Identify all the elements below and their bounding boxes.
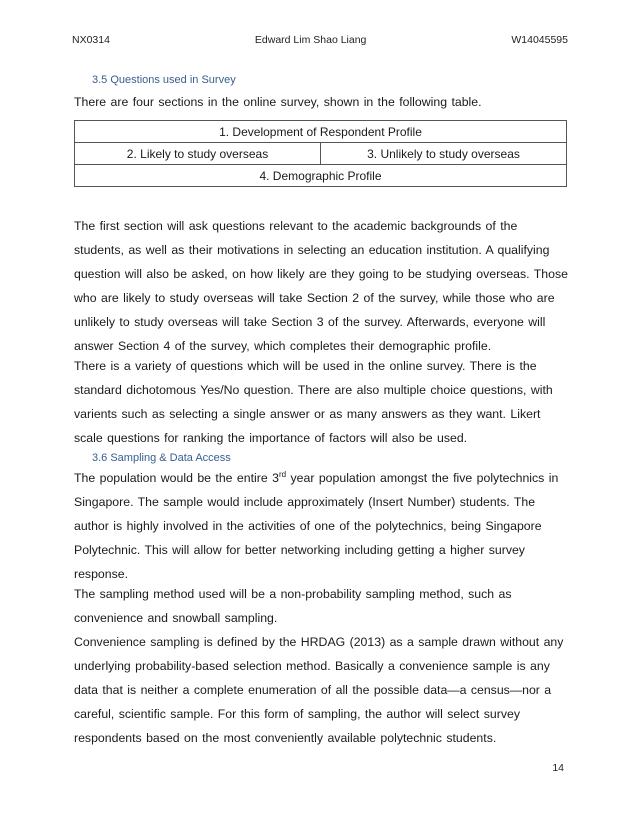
text-line: who are likely to study overseas will take Section 2 of the survey, while those who are	[74, 291, 555, 305]
text-line: Singapore. The sample would include approximately (Insert Number) students. The	[74, 495, 536, 509]
text-line: standard dichotomous Yes/No question. There are also multiple choice questions, with	[74, 383, 553, 397]
header-author: Edward Lim Shao Liang	[254, 34, 367, 46]
text-line: There is a variety of questions which will be used in the online survey. There is the	[74, 359, 537, 373]
text-line: There are four sections in the online survey, shown in the following table.	[74, 95, 482, 109]
text-line: scale questions for ranking the importance of factors will also be used.	[74, 431, 468, 445]
paragraph-population	[74, 466, 574, 586]
section-3-5-intro	[74, 90, 574, 114]
section-3-6-heading: 3.6 Sampling & Data Access	[92, 452, 231, 464]
text-line: question will also be asked, on how likely are they going to be studying overseas. Those	[74, 267, 568, 281]
text-line: answer Section 4 of the survey, which completes their demographic profile.	[74, 339, 492, 353]
page-number: 14	[552, 762, 564, 774]
section-3-5-heading: 3.5 Questions used in Survey	[92, 74, 236, 86]
text-line: author is highly involved in the activities of one of the polytechnics, being Singapore	[74, 519, 542, 533]
table-cell-demographic: 4. Demographic Profile	[75, 165, 567, 187]
paragraph-question-types	[74, 354, 574, 450]
paragraph-sampling-method	[74, 582, 574, 630]
text-line: careful, scientific sample. For this form of sampling, the author will select survey	[74, 707, 520, 721]
text-line: The sampling method used will be a non-probability sampling method, such as	[74, 587, 512, 601]
text-line: Convenience sampling is defined by the HRDAG (2013) as a sample drawn without any	[74, 635, 564, 649]
text-line: data that is neither a complete enumeration of all the possible data—a census—nor a	[74, 683, 552, 697]
text-line: The first section will ask questions relevant to the academic backgrounds of the	[74, 219, 518, 233]
paragraph-first-section	[74, 214, 574, 358]
ordinal-superscript: rd	[278, 469, 287, 479]
text-line: Polytechnic. This will allow for better networking including getting a higher survey	[74, 543, 525, 557]
table-row	[75, 121, 567, 143]
page-header	[72, 34, 568, 46]
table-cell-likely: 2. Likely to study overseas	[75, 143, 321, 165]
text-line: response.	[74, 567, 129, 581]
text-line: respondents based on the most conveniently available polytechnic students.	[74, 731, 497, 745]
text-line	[74, 466, 574, 490]
text-line: students, as well as their motivations in selecting an education institution. A qualifying	[74, 243, 550, 257]
text-line: convenience and snowball sampling.	[74, 611, 278, 625]
text-line: unlikely to study overseas will take Section 3 of the survey. Afterwards, everyone will	[74, 315, 546, 329]
text-fragment: The population would be the entire 3	[74, 471, 279, 485]
text-line: varients such as selecting a single answer or as many answers as they want. Likert	[74, 407, 541, 421]
survey-sections-table	[74, 120, 567, 187]
table-cell-respondent-profile: 1. Development of Respondent Profile	[75, 121, 567, 143]
table-cell-unlikely: 3. Unlikely to study overseas	[321, 143, 567, 165]
table-row	[75, 143, 567, 165]
text-fragment: year population amongst the five polytechnics in	[286, 471, 559, 485]
paragraph-convenience-sampling	[74, 630, 574, 750]
header-student-id: W14045595	[511, 34, 568, 46]
header-course-code: NX0314	[72, 34, 110, 46]
text-line: underlying probability-based selection method. Basically a convenience sample is any	[74, 659, 550, 673]
table-row	[75, 165, 567, 187]
